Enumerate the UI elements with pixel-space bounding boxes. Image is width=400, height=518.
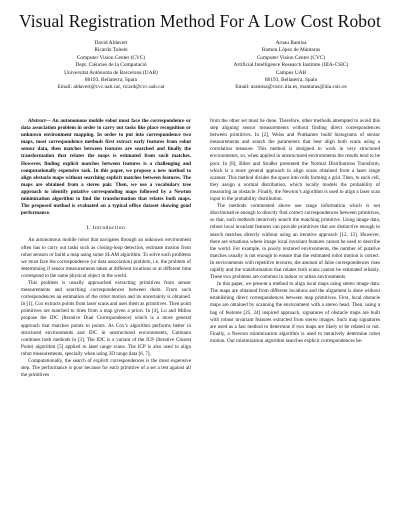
affiliation-line: Universitat Autònoma de Barcelona (UAB) (64, 69, 158, 76)
affiliation-line: Computer Vision Center (CVC) (76, 54, 146, 61)
author-block (20, 40, 380, 112)
affiliation-line: 08193, Bellaterra, Spain (84, 77, 138, 84)
body-paragraph: Computationally, the search of explicit correspondences is the most expensive step. The performance is poor because for each primitive of a set a test against all the primitives (21, 358, 191, 379)
body-paragraph: This problem is usually approached extracting primitives from sensor measurements and searching correspondences between them. From such correspondences an estimation of the robot motion and its uncertainty is obtained. In [1], Cox extracts points from laser scans and uses them as primitives. Then point primitives are matched to lines from a map given a priori. In [4], Lu and Milios propose the IDC (Iterative Dual Correspondence) which is a more general approach that matches points to points. As Cox’s algorithm performs better in structured environments and IDC in unstructured environments, Gutmann combines both methods in [3]. The IDC is a variant of the ICP (Iterative Closest Point) algorithm [5] applied to laser range scans. The ICP is also used to align robot measurements, specially when using 3D range data [6, 7]. (21, 279, 191, 357)
author-affiliation-right (202, 40, 380, 92)
affiliation-line: 08193, Bellaterra, Spain (264, 77, 318, 84)
abstract-body: An autonomous mobile robot must face the correspondence or data association problem in order to carry out tasks like place recognition or unknown environment mapping. In order to put into correspondence two maps, most correspondence methods first extract early features from robot sensor data, then matches between features are searched and finally the transformation that relates the maps is estimated from such matches. However, finding explicit matches between features is a challenging and computationally expensive task. In this paper, we propose a new method to align obstacle maps without searching explicit matches between features. The maps are obtained from a stereo pair. Then, we use a vocabulary tree approach to identify putative corresponding maps followed by a Newton minimization algorithm to find the transformation that relates both maps. The proposed method is evaluated on a typical office dataset showing good performance. (21, 118, 191, 217)
left-column (21, 118, 191, 510)
email-line: Email: aldavert@cvc.uab.cat, ricard@cvc.uab.cat (57, 84, 165, 91)
right-column (210, 118, 380, 510)
email-line: Email: aramisa@cssic.iiia.es, mantaras@iiia.csic.es (235, 84, 347, 91)
affiliation-line: Campus UAB (275, 69, 307, 76)
affiliation-line: Computer Vision Center (CVC) (256, 54, 326, 61)
author-line: Ricardo Toledo (94, 47, 128, 54)
author-affiliation-left (22, 40, 200, 92)
abstract-lead: Abstract— (28, 118, 51, 124)
affiliation-line: Artificial Intelligence Research Institute (IIIA-CSIC) (233, 62, 349, 69)
body-paragraph: An autonomous mobile robot that navigates through an unknown environment often has to carry out tasks such as closing-loop detection, estimate motion from robot sensors or build a map using some SLAM algorithm. To solve such problems we must face the correspondence (or data association) problem, i.e. the problem of determining if sensor measurements taken at different locations or at different time correspond to the same physical object in the world. (21, 237, 191, 279)
body-paragraph: In this paper, we present a method to align local maps using stereo image data. The maps are obtained from different locations and the alignment is done without establishing direct correspondences between map primitives. First, local obstacle maps are obtained by scanning the environment with a stereo head. Then, using a bag of features [25, 24] inspired approach, signatures of obstacle maps are built with robust invariant features extracted from stereo images. Such map signatures are used as a fast method to determine if two maps are likely to be related or not. Finally, a Newton minimization algorithm is used to iteratively determine robot motion. Our minimization algorithm searches explicit correspondences be- (210, 281, 380, 344)
author-line: Ramon López de Mántaras (261, 47, 321, 54)
paper-title: Visual Registration Method For A Low Cost Robot (19, 11, 381, 31)
author-line: David Aldavert (94, 40, 128, 46)
affiliation-line: Dept. Ciències de la Computació (75, 62, 147, 69)
author-line: Arnau Ramisa (275, 40, 307, 46)
abstract (21, 118, 191, 217)
body-paragraph: The methods commented above use range information which is not discriminative enough to directly find correct correspondences between primitives, so that, such methods iteratively search the matching primitive. Using image data, robust local invariant features can provide primitives that are distinctive enough to search matches directly without using an iterative approach [12, 13]. However, there are situations where image local invariant features cannot be used to describe the world. For example, in poorly textured environments, the number of putative matches usually is not enough to ensure that the estimated robot motion is correct. In environments with repetitive textures, the amount of false correspondences rises rapidly and the transformation that relates both scans cannot be estimated reliably. These two problems are common in indoor or urban environments. (210, 203, 380, 281)
body-paragraph: from the other set must be done. Therefore, other methods attempted to avoid this step aligning sensor measurements without finding direct correspondences between primitives. In [2], Weiss and Puttkamer build histograms of sensor measurements and search the parameters that best align both scans using a correlation measure. This method is designed to work in very structured environments, so, when applied in unstructured environments the results tend to be poor. In [8], Biber and Straßer presented the Normal Distributions Transform, which is a more general approach to align scans obtained from a laser range scanner. This method divides the space into cells forming a grid. Then, to each cell, they assign a normal distribution, which locally models the probability of measuring an obstacle. Finally, the Newton’s algorithm is used to align a laser scan input to the probability distribution. (210, 118, 380, 203)
section-heading-introduction: I. Introduction (86, 225, 126, 232)
